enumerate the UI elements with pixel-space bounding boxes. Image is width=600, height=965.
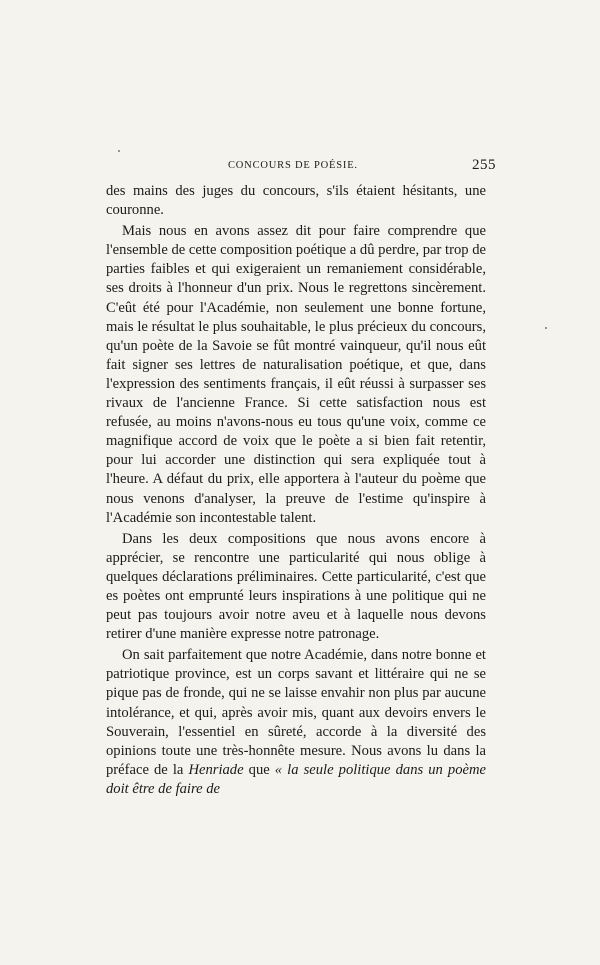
paragraph-3: Dans les deux compositions que nous avons encore à apprécier, se rencontre une particularité qui nous oblige à quelques déclarations préliminaires. Cette particularité, c'est que es poètes ont emprunté leurs inspirations à une politique qui ne peut pas toujours avoir notre aveu et à laquelle nous devons retirer d'une manière expresse notre patronage. [106, 530, 486, 643]
paper-speck [118, 150, 120, 152]
page-number: 255 [472, 157, 496, 173]
paragraph-4-connector: que [243, 761, 275, 778]
paragraph-4-text: On sait parfaitement que notre Académie, dans notre bonne et patriotique province, est un corps savant et littéraire qui ne se pique pas de fronde, qui ne se laisse envahir non plus par aucune intolérance, et qui, après avoir mis, quant aux devoirs envers le Souverain, l'essentiel en sûreté, accorde à la diversité des opinions toute une très-honnête mesure. Nous avons lu dans la préface de la [106, 647, 486, 778]
paper-speck [545, 327, 547, 329]
running-head-title: CONCOURS DE POÉSIE. [228, 160, 358, 171]
body-text [106, 182, 486, 799]
running-head [186, 157, 496, 176]
paragraph-1: des mains des juges du concours, s'ils étaient hésitants, une couronne. [106, 183, 486, 219]
quotation: « la seule politique dans un poème doit être de faire de [106, 761, 486, 797]
paragraph-4 [106, 646, 486, 799]
paragraph-2: Mais nous en avons assez dit pour faire comprendre que l'ensemble de cette composition poétique a dû perdre, par trop de parties faibles et qui exigeraient un remaniement considérable, ses droits à l'honneur d'un prix. Nous le regrettons sincèrement. C'eût été pour l'Académie, non seulement une bonne fortune, mais le résultat le plus souhaitable, le plus précieux du concours, qu'un poète de la Savoie se fût montré vainqueur, qu'il nous eût fait signer ses lettres de naturalisation poétique, et que, dans l'expression des sentiments français, il eût réussi à surpasser ses rivaux de l'ancienne France. Si cette satisfaction nous est refusée, au moins n'avons-nous eu tous qu'une voix, comme ce magnifique accord de voix que le poète a si bien fait retentir, pour lui accorder une distinction qui sera expliquée tout à l'heure. A défaut du prix, elle apportera à l'auteur du poème que nous venons d'analyser, la preuve de l'estime qu'inspire à l'Académie son incontestable talent. [106, 223, 486, 526]
work-title: Henriade [188, 761, 244, 778]
